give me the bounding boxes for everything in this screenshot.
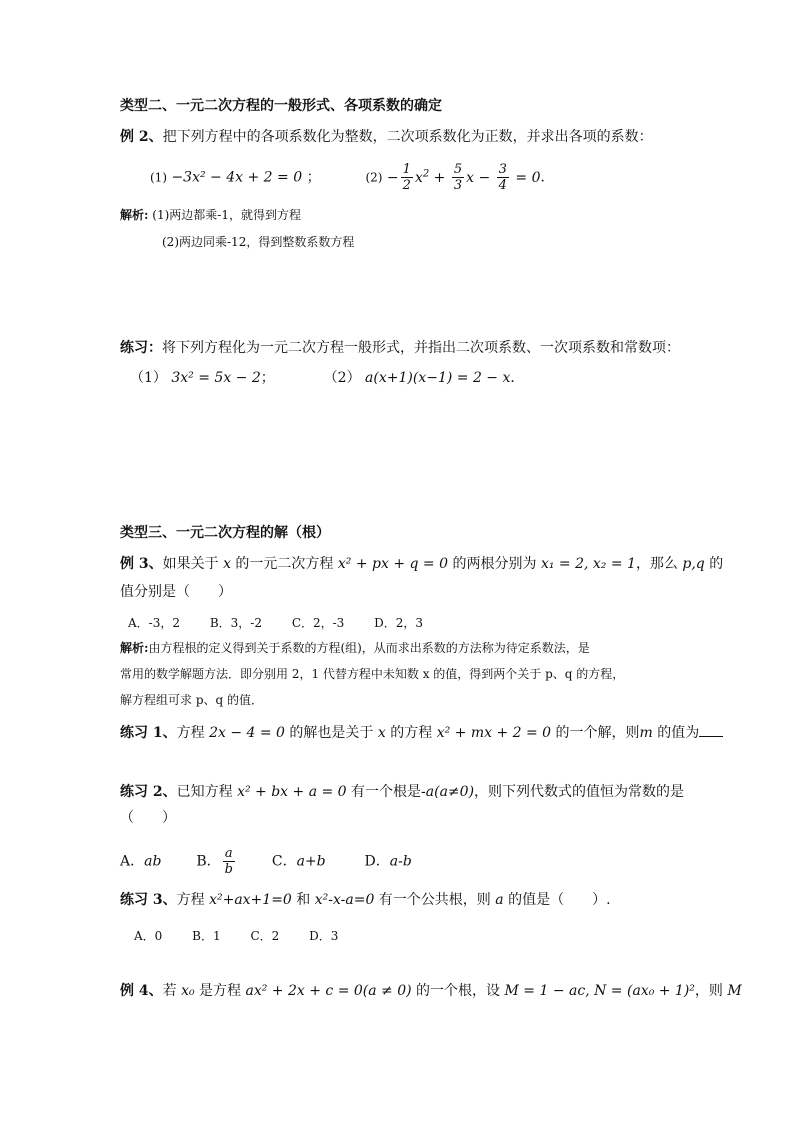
p1-eq: 3x² = 5x − 2 xyxy=(171,370,261,386)
practice1: 练习 1、方程 2x − 4 = 0 的解也是关于 x 的方程 x² + mx + 2 = 0 的一个解，则m 的值为 xyxy=(120,722,723,743)
eq1: −3x² − 4x + 2 = 0 xyxy=(171,169,303,186)
eq2-label: (2) xyxy=(365,170,383,185)
eq2-tail: x − xyxy=(466,169,495,186)
example2-text: 把下列方程中的各项系数化为整数，二次项系数化为正数，并求出各项的系数： xyxy=(162,129,653,145)
frac-three-quarters: $\frac{3}{4}$ xyxy=(498,162,507,193)
analysis-step2: (2)两边同乘-12，得到整数系数方程 xyxy=(162,235,355,249)
frac-five-thirds: $\frac{5}{3}$ xyxy=(453,162,463,193)
example4: 例 4、若 x₀ 是方程 ax² + 2x + c = 0(a ≠ 0) 的一个根，设 M = 1 − ac, N = (ax₀ + 1)²，则 M xyxy=(120,983,742,999)
example3-roots: x₁ = 2, x₂ = 1 xyxy=(540,556,636,572)
example3-analysis-2: 常用的数学解题方法．即分别用 2，1 代替方程中未知数 x 的值，得到两个关于 p、q 的方程， xyxy=(120,667,625,681)
option-b-fraction: $\frac{a}{b}$ xyxy=(224,846,233,877)
example3-line1: 例 3、如果关于 x 的一元二次方程 x² + px + q = 0 的两根分别为 x₁ = 2, x₂ = 1，那么 p,q 的 xyxy=(120,556,724,572)
practice-question xyxy=(120,338,680,358)
example3-equation: x² + px + q = 0 xyxy=(337,556,449,572)
example2-equations xyxy=(150,162,555,193)
p1-label: （1） xyxy=(130,370,167,386)
example3-analysis-3: 解方程组可求 p、q 的值． xyxy=(120,693,263,707)
eq2-period: ． xyxy=(540,169,555,186)
option-d: D．2，3 xyxy=(374,616,424,630)
eq1-semicolon: ； xyxy=(306,169,321,186)
example3-label: 例 3、 xyxy=(120,556,163,572)
option-c: C．2，-3 xyxy=(291,616,345,630)
example3-options xyxy=(128,613,449,633)
example2-analysis-1 xyxy=(120,205,301,225)
practice2-line2: （ ） xyxy=(120,810,176,826)
analysis-label: 解析: xyxy=(120,208,149,222)
example2-label: 例 2、 xyxy=(120,129,163,145)
practice2-line1: 练习 2、已知方程 x² + bx + a = 0 有一个根是-a(a≠0)，则下列代数式的值恒为常数的是 xyxy=(120,784,685,800)
option-b: B．3，-2 xyxy=(209,616,262,630)
option-a: A．-3，2 xyxy=(128,616,180,630)
p2-label: （2） xyxy=(323,370,361,386)
p2-eq: a(x+1)(x−1) = 2 − x xyxy=(365,370,511,386)
frac-one-half: $\frac{1}{2}$ xyxy=(402,162,411,193)
practice3: 练习 3、方程 x²+ax+1=0 和 x²-x-a=0 有一个公共根，则 a 的值是（ ）. xyxy=(120,892,611,908)
example2-question xyxy=(120,127,653,147)
section-title-type3: 类型三、一元二次方程的解（根） xyxy=(120,525,330,541)
eq2: − $\frac{1}{2}$ $x^2$ + $\frac{5}{3}$ x − $\frac{3}{4}$ = 0 xyxy=(386,162,541,193)
practice-text: 将下列方程化为一元二次方程一般形式，并指出二次项系数、一次项系数和常数项： xyxy=(162,340,680,356)
answer-blank[interactable] xyxy=(699,722,723,737)
practice3-options: A．0 B．1 C．2 D．3 xyxy=(134,929,339,943)
eq2-end: = 0 xyxy=(510,169,541,186)
example3-analysis-1: 解析:由方程根的定义得到关于系数的方程(组)，从而求出系数的方法称为待定系数法，是 xyxy=(120,641,590,655)
section-title-type2: 类型二、一元二次方程的一般形式、各项系数的确定 xyxy=(120,98,442,114)
eq1-label: (1) xyxy=(150,170,167,185)
practice-label: 练习： xyxy=(120,340,162,356)
practice-equations: （1） 3x² = 5x − 2； （2） a(x+1)(x−1) = 2 − x． xyxy=(130,370,525,386)
example3-line2: 值分别是（ ） xyxy=(120,584,232,600)
practice2-options: A．ab B． $\frac{a}{b}$ C．a+b D．a-b xyxy=(120,846,412,877)
analysis-step1: (1)两边都乘-1，就得到方程 xyxy=(152,208,301,222)
